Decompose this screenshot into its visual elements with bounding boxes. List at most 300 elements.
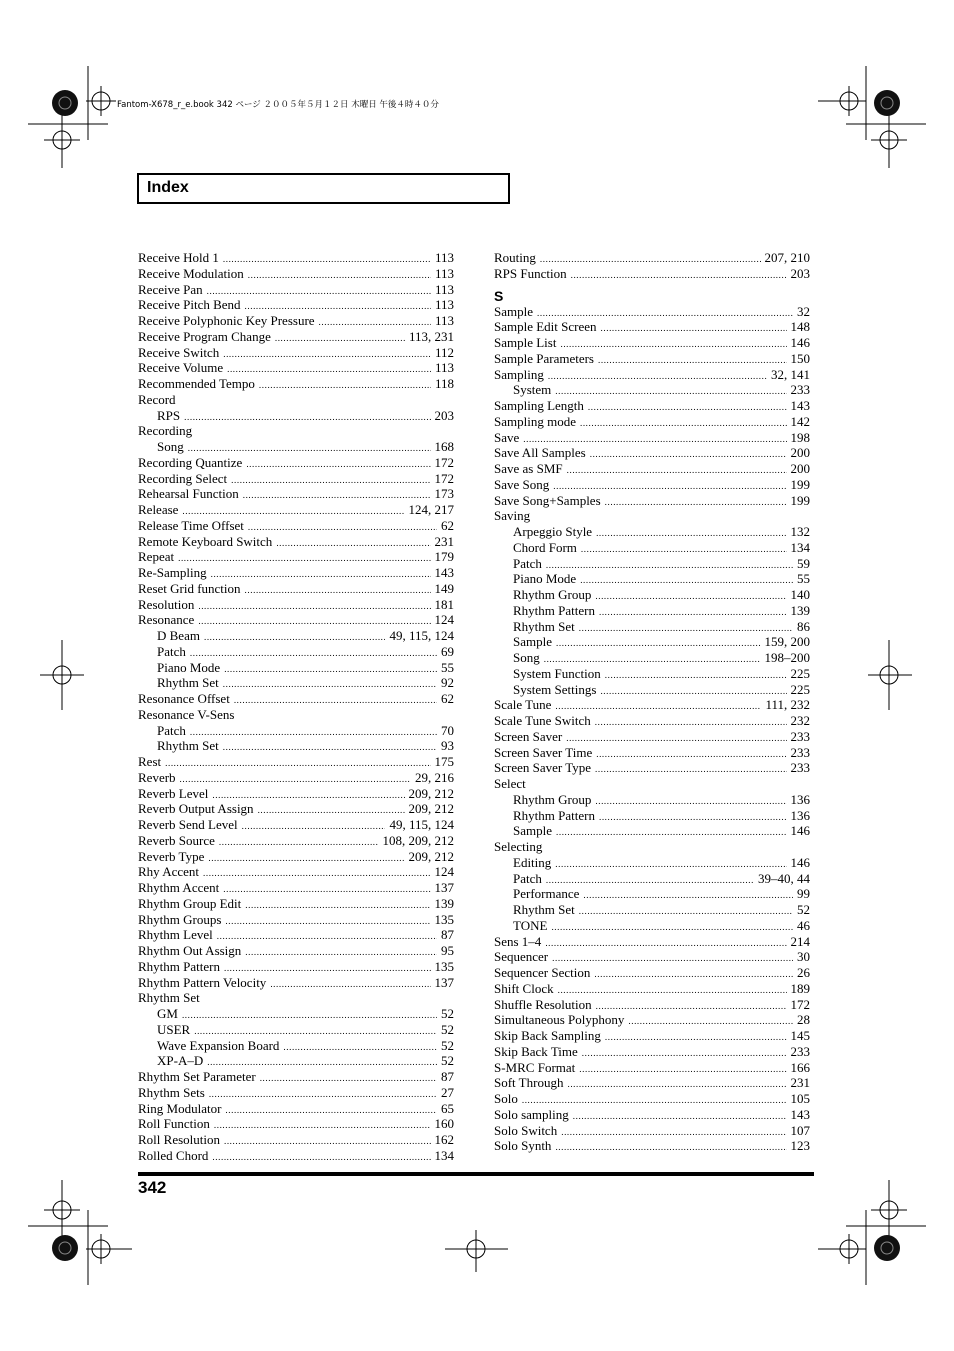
entry-page: 113: [434, 250, 454, 265]
entry-label: Rolled Chord: [138, 1147, 209, 1163]
leader-dots: [583, 888, 793, 904]
entry-label: RPS Function: [494, 265, 567, 281]
entry-page: 30: [797, 949, 810, 965]
index-entry: [138, 360, 454, 376]
entry-page: 69: [441, 643, 454, 659]
leader-dots: [573, 1109, 787, 1125]
entry-page: 225: [790, 681, 810, 697]
leader-dots: [540, 252, 761, 268]
index-subentry: [138, 644, 454, 660]
leader-dots: [599, 605, 787, 621]
leader-dots: [248, 268, 431, 284]
leader-dots: [594, 967, 793, 983]
leader-dots: [258, 803, 405, 819]
leader-dots: [203, 866, 430, 882]
entry-label: Rhythm Set: [157, 738, 219, 754]
entry-label: Release Time Offset: [138, 517, 244, 533]
section-letter: S: [494, 287, 504, 304]
index-title-box: [137, 173, 510, 204]
index-entry: [138, 849, 454, 865]
entry-page: 135: [434, 958, 454, 974]
entry-page: 173: [434, 486, 454, 502]
leader-dots: [628, 1014, 793, 1030]
entry-page: 52: [441, 1021, 454, 1037]
index-subentry: [494, 823, 810, 839]
index-entry: [138, 801, 454, 817]
index-subentry: [494, 886, 810, 902]
entry-page: 233: [790, 1043, 810, 1059]
entry-page: 32, 141: [771, 366, 810, 382]
entry-label: Rehearsal Function: [138, 486, 239, 502]
index-entry: [494, 430, 810, 446]
entry-label: Rhythm Level: [138, 927, 213, 943]
index-subentry: [494, 682, 810, 698]
entry-label: Patch: [157, 643, 186, 659]
entry-label: Rhythm Accent: [138, 880, 220, 895]
entry-label: Sample Parameters: [494, 350, 594, 366]
page-number: 342: [138, 1178, 167, 1197]
entry-page: 118: [434, 376, 454, 391]
entry-label: Arpeggio Style: [513, 524, 593, 539]
index-entry: [138, 1148, 454, 1164]
index-entry: [138, 329, 454, 345]
leader-dots: [225, 1103, 437, 1119]
entry-label: Selecting: [494, 839, 543, 854]
entry-page: 49, 115, 124: [389, 628, 454, 643]
index-entry: [138, 471, 454, 487]
entry-page: 207, 210: [764, 250, 810, 265]
entry-label: Rhythm Pattern: [513, 807, 595, 823]
leader-dots: [580, 416, 787, 432]
leader-dots: [165, 756, 430, 772]
entry-page: 179: [434, 549, 454, 565]
leader-dots: [224, 662, 437, 678]
index-entry: [494, 319, 810, 335]
entry-label: Rhythm Set: [157, 675, 219, 691]
entry-page: 149: [434, 580, 454, 596]
leader-dots: [225, 914, 430, 930]
entry-page: 209, 212: [408, 801, 454, 817]
leader-dots: [182, 1008, 437, 1024]
entry-page: 175: [434, 754, 454, 769]
index-entry: [138, 691, 454, 707]
entry-label: Piano Mode: [157, 659, 221, 675]
entry-page: 160: [434, 1116, 454, 1132]
entry-label: Sequencer: [494, 949, 549, 965]
entry-page: 139: [790, 602, 810, 618]
leader-dots: [242, 819, 386, 835]
index-subentry: [494, 792, 810, 808]
entry-label: System Settings: [513, 681, 597, 697]
index-entry: [494, 477, 810, 493]
index-entry: [494, 266, 810, 282]
index-entry: [494, 335, 810, 351]
index-entry: [494, 1060, 810, 1076]
entry-label: Reverb Source: [138, 832, 215, 848]
leader-dots: [190, 725, 437, 741]
leader-dots: [580, 573, 793, 589]
entry-label: Saving: [494, 508, 531, 524]
leader-dots: [243, 488, 431, 504]
index-entry: [494, 965, 810, 981]
page-title: Index: [147, 179, 189, 196]
entry-page: 142: [790, 413, 810, 429]
leader-dots: [545, 936, 786, 952]
index-entry: [494, 1091, 810, 1107]
entry-page: 26: [797, 965, 810, 980]
entry-page: 233: [790, 760, 810, 776]
index-entry: [138, 502, 454, 518]
entry-label: Roll Function: [138, 1116, 210, 1132]
entry-page: 199: [790, 476, 810, 492]
index-subentry: [494, 524, 810, 540]
entry-label: Rhythm Groups: [138, 911, 222, 927]
entry-page: 172: [790, 996, 810, 1012]
entry-label: Sample Edit Screen: [494, 319, 597, 335]
entry-page: 233: [790, 382, 810, 398]
index-entry: [138, 880, 454, 896]
entry-label: Rhythm Sets: [138, 1084, 205, 1100]
entry-page: 168: [434, 439, 454, 454]
entry-page: 32: [797, 303, 810, 319]
entry-page: 209, 212: [408, 848, 454, 864]
index-entry: [138, 817, 454, 833]
entry-label: Shuffle Resolution: [494, 996, 592, 1012]
index-entry: [494, 934, 810, 950]
entry-label: Recording Select: [138, 470, 228, 486]
index-entry: [138, 896, 454, 912]
entry-label: Soft Through: [494, 1075, 564, 1091]
entry-page: 124, 217: [408, 502, 454, 517]
index-subentry: [138, 723, 454, 739]
leader-dots: [582, 1046, 787, 1062]
entry-label: Reverb Send Level: [138, 817, 238, 832]
index-entry: [138, 1101, 454, 1117]
entry-label: Chord Form: [513, 539, 577, 555]
leader-dots: [556, 825, 787, 841]
entry-label: Scale Tune Switch: [494, 713, 591, 728]
index-entry: [138, 786, 454, 802]
entry-label: System Function: [513, 665, 601, 681]
index-entry: [138, 1069, 454, 1085]
entry-page: 137: [434, 880, 454, 895]
leader-dots: [596, 747, 786, 763]
entry-label: Re-Sampling: [138, 565, 207, 580]
entry-page: 113: [434, 281, 454, 297]
leader-dots: [270, 977, 430, 993]
index-entry: [138, 864, 454, 880]
entry-label: S-MRC Format: [494, 1059, 576, 1075]
index-entry: [138, 612, 454, 628]
entry-label: Sample: [494, 303, 533, 319]
entry-page: 198–200: [764, 650, 810, 665]
entry-label: Rhythm Set: [138, 990, 200, 1006]
entry-label: Rhythm Set: [513, 618, 575, 634]
entry-label: Rhythm Set: [513, 902, 575, 917]
entry-label: Song: [157, 439, 184, 454]
index-entry: [138, 423, 454, 439]
entry-page: 59: [797, 555, 810, 571]
entry-label: Rhythm Pattern: [513, 602, 595, 618]
index-entry: [138, 1085, 454, 1101]
entry-page: 209, 212: [408, 785, 454, 801]
index-entry: [494, 367, 810, 383]
entry-page: 139: [434, 895, 454, 911]
entry-page: 172: [434, 454, 454, 470]
leader-dots: [567, 1077, 786, 1093]
entry-label: Rhythm Group: [513, 791, 592, 807]
index-entry: [494, 776, 810, 792]
entry-page: 233: [790, 744, 810, 760]
entry-label: Performance: [513, 886, 580, 902]
entry-label: Recording Quantize: [138, 454, 243, 470]
leader-dots: [214, 1118, 431, 1134]
index-entry: [138, 1132, 454, 1148]
entry-page: 55: [797, 571, 810, 587]
index-subentry: [138, 660, 454, 676]
entry-label: Patch: [157, 722, 186, 738]
index-entry: [494, 351, 810, 367]
entry-page: 27: [441, 1084, 454, 1100]
index-column-left: [138, 250, 454, 1164]
leader-dots: [548, 369, 767, 385]
index-entry: [138, 250, 454, 266]
entry-label: Screen Saver Type: [494, 760, 592, 776]
entry-page: 52: [441, 1006, 454, 1021]
index-subentry: [138, 1053, 454, 1069]
entry-label: Save All Samples: [494, 445, 586, 461]
index-subentry: [494, 808, 810, 824]
index-subentry: [494, 587, 810, 603]
index-subentry: [494, 918, 810, 934]
leader-dots: [224, 1134, 431, 1150]
index-entry: [138, 313, 454, 329]
leader-dots: [212, 1150, 430, 1166]
entry-label: Rhythm Set Parameter: [138, 1069, 256, 1084]
entry-page: 113: [434, 313, 454, 328]
entry-label: Sequencer Section: [494, 965, 591, 980]
entry-label: Reverb Output Assign: [138, 801, 254, 817]
entry-page: 113: [434, 265, 454, 281]
entry-page: 29, 216: [415, 769, 454, 785]
leader-dots: [555, 1140, 786, 1156]
entry-page: 112: [434, 344, 454, 360]
leader-dots: [245, 945, 437, 961]
entry-label: Shift Clock: [494, 980, 554, 996]
entry-page: 146: [790, 854, 810, 870]
bottom-rule: [138, 1172, 814, 1176]
entry-label: Record: [138, 391, 176, 407]
index-entry: [138, 943, 454, 959]
leader-dots: [595, 715, 787, 731]
entry-page: 150: [790, 350, 810, 366]
leader-dots: [204, 630, 386, 646]
leader-dots: [259, 378, 431, 394]
index-subentry: [494, 902, 810, 918]
entry-label: Rhythm Group: [513, 587, 592, 602]
index-entry: [138, 282, 454, 298]
entry-page: 99: [797, 886, 810, 902]
index-entry: [138, 990, 454, 1006]
entry-page: 62: [441, 517, 454, 533]
entry-page: 52: [797, 902, 810, 917]
index-entry: [138, 266, 454, 282]
index-subentry: [138, 1006, 454, 1022]
entry-label: Receive Modulation: [138, 265, 244, 281]
leader-dots: [245, 898, 430, 914]
index-entry: [494, 1012, 810, 1028]
entry-page: 70: [441, 722, 454, 738]
entry-page: 87: [441, 927, 454, 943]
index-entry: [138, 534, 454, 550]
index-subentry: [494, 619, 810, 635]
entry-page: 93: [441, 738, 454, 754]
entry-label: Sampling Length: [494, 398, 584, 413]
entry-label: Reverb Type: [138, 848, 205, 864]
leader-dots: [246, 457, 430, 473]
entry-label: Editing: [513, 854, 552, 870]
entry-page: 55: [441, 659, 454, 675]
index-subentry: [494, 556, 810, 572]
entry-page: 143: [790, 1106, 810, 1122]
entry-page: 172: [434, 470, 454, 486]
entry-label: Sample: [513, 634, 552, 650]
leader-dots: [555, 384, 786, 400]
entry-page: 159, 200: [764, 634, 810, 650]
index-entry: [138, 581, 454, 597]
entry-page: 92: [441, 675, 454, 691]
entry-page: 132: [790, 524, 810, 539]
index-subentry: [494, 603, 810, 619]
index-entry: [138, 959, 454, 975]
entry-label: Select: [494, 776, 526, 791]
index-entry: [138, 345, 454, 361]
leader-dots: [567, 463, 787, 479]
entry-page: 162: [434, 1132, 454, 1147]
leader-dots: [223, 882, 430, 898]
entry-page: 65: [441, 1100, 454, 1116]
leader-dots: [556, 636, 761, 652]
leader-dots: [208, 851, 404, 867]
index-subentry: [494, 634, 810, 650]
index-entry: [138, 927, 454, 943]
entry-page: 46: [797, 917, 810, 933]
entry-label: Resonance: [138, 612, 195, 628]
entry-label: Rhythm Group Edit: [138, 895, 242, 911]
entry-page: 123: [790, 1138, 810, 1154]
index-subentry: [494, 855, 810, 871]
index-entry: [494, 1107, 810, 1123]
leader-dots: [590, 447, 787, 463]
entry-page: 214: [790, 933, 810, 949]
entry-label: Receive Volume: [138, 360, 224, 376]
entry-page: 136: [790, 791, 810, 807]
index-entry: [494, 1028, 810, 1044]
entry-label: Resonance Offset: [138, 691, 230, 706]
index-entry: [494, 461, 810, 477]
entry-label: Sample List: [494, 335, 557, 350]
index-subentry: [138, 439, 454, 455]
index-entry: [138, 549, 454, 565]
index-entry: [494, 729, 810, 745]
entry-page: 87: [441, 1069, 454, 1084]
index-entry: [138, 486, 454, 502]
index-subentry: [494, 540, 810, 556]
index-entry: [494, 398, 810, 414]
entry-label: Resonance V-Sens: [138, 706, 235, 722]
index-subentry: [494, 871, 810, 887]
leader-dots: [605, 1030, 787, 1046]
leader-dots: [600, 684, 786, 700]
leader-dots: [579, 904, 793, 920]
index-subentry: [138, 408, 454, 424]
index-entry: [494, 250, 810, 266]
leader-dots: [223, 347, 431, 363]
leader-dots: [260, 1071, 437, 1087]
entry-label: Recording: [138, 423, 193, 439]
entry-page: 146: [790, 823, 810, 839]
leader-dots: [234, 693, 437, 709]
leader-dots: [546, 558, 793, 574]
entry-page: 143: [434, 565, 454, 580]
entry-label: Save as SMF: [494, 461, 563, 476]
entry-page: 111, 232: [765, 697, 810, 713]
entry-label: Receive Program Change: [138, 328, 271, 344]
entry-page: 107: [790, 1122, 810, 1138]
leader-dots: [598, 353, 787, 369]
entry-label: Skip Back Time: [494, 1043, 578, 1059]
entry-label: GM: [157, 1006, 178, 1021]
entry-label: Receive Switch: [138, 344, 220, 360]
entry-page: 28: [797, 1012, 810, 1028]
entry-label: Rhythm Out Assign: [138, 943, 242, 958]
entry-page: 203: [790, 265, 810, 281]
entry-label: Wave Expansion Board: [157, 1037, 280, 1053]
entry-label: Roll Resolution: [138, 1132, 220, 1147]
entry-label: Song: [513, 650, 540, 665]
entry-page: 134: [790, 539, 810, 555]
index-entry: [138, 770, 454, 786]
index-entry: [494, 713, 810, 729]
leader-dots: [599, 810, 787, 826]
index-subentry: [494, 382, 810, 398]
entry-label: RPS: [157, 407, 181, 423]
entry-page: 113: [434, 297, 454, 313]
index-entry: [138, 754, 454, 770]
index-entry: [138, 376, 454, 392]
entry-page: 95: [441, 943, 454, 958]
entry-label: Receive Hold 1: [138, 250, 219, 265]
leader-dots: [223, 677, 437, 693]
entry-page: 136: [790, 807, 810, 823]
index-entry: [494, 1138, 810, 1154]
entry-label: Recommended Tempo: [138, 376, 255, 391]
entry-label: Rest: [138, 754, 162, 769]
entry-page: 181: [434, 596, 454, 612]
index-entry: [494, 1044, 810, 1060]
entry-page: 49, 115, 124: [389, 817, 454, 832]
entry-label: Piano Mode: [513, 571, 577, 587]
index-entry: [138, 297, 454, 313]
index-entry: [138, 455, 454, 471]
index-entry: [494, 508, 810, 524]
index-entry: [494, 981, 810, 997]
entry-page: 124: [434, 612, 454, 628]
entry-page: 52: [441, 1037, 454, 1053]
index-entry: [494, 1123, 810, 1139]
entry-page: 86: [797, 618, 810, 634]
leader-dots: [605, 495, 787, 511]
